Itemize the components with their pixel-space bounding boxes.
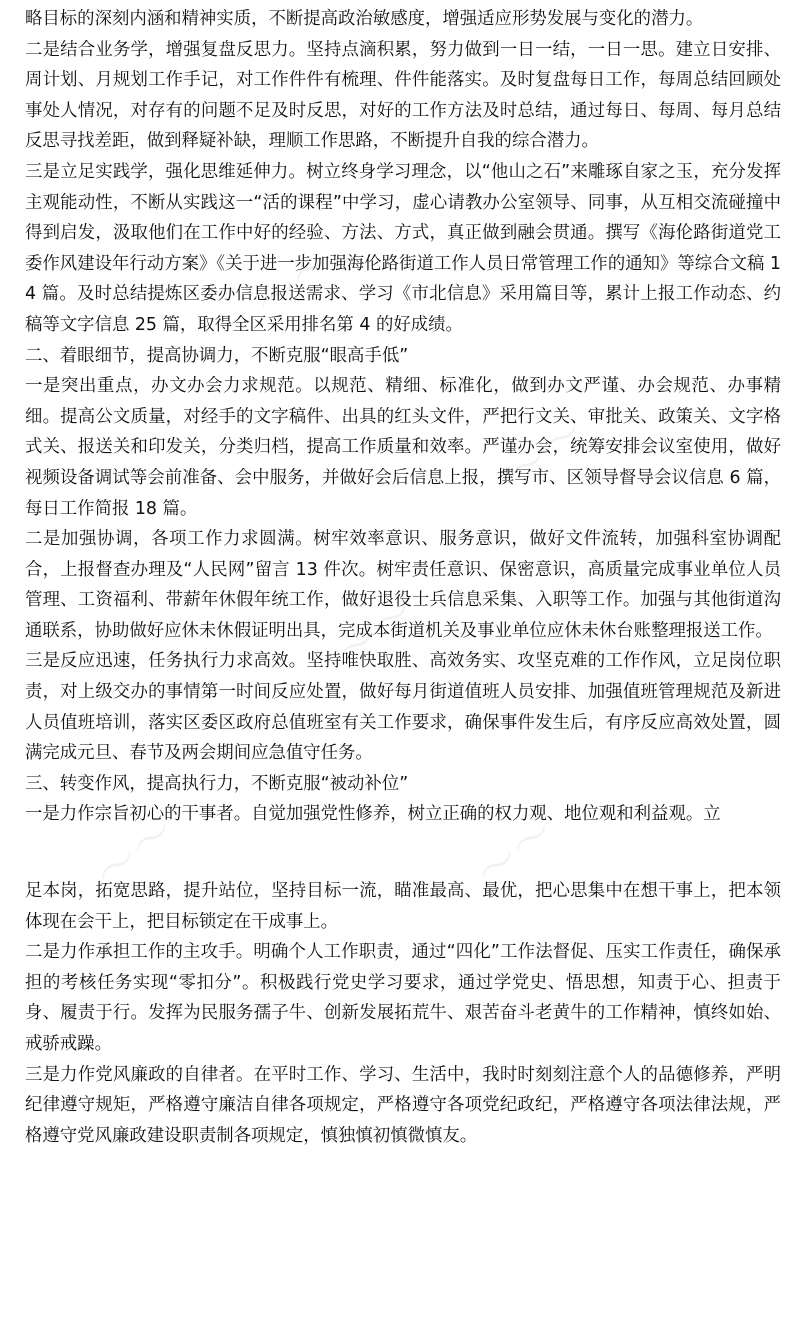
paragraph: 三是力作党风廉政的自律者。在平时工作、学习、生活中，我时时刻刻注意个人的品德修养，严明纪律遵守规矩，严格遵守廉洁自律各项规定，严格遵守各项党纪政纪，严格遵守各项法律法规，严格遵守党风廉政建设职责制各项规定，慎独慎初慎微慎友。 xyxy=(25,1064,781,1146)
paragraph: 略目标的深刻内涵和精神实质，不断提高政治敏感度，增强适应形势发展与变化的潜力。 xyxy=(25,9,704,29)
paragraph: 二是力作承担工作的主攻手。明确个人工作职责，通过“四化”工作法督促、压实工作责任，确保承担的考核任务实现“零扣分”。积极践行党史学习要求，通过学党史、悟思想，知责于心、担责于身、履责于行。发挥为民服务孺子牛、创新发展拓荒牛、艰苦奋斗老黄牛的工作精神，慎终如始、戒骄戒躁。 xyxy=(25,942,781,1054)
paragraph: 一是力作宗旨初心的干事者。自觉加强党性修养，树立正确的权力观、地位观和利益观。立 xyxy=(25,804,721,825)
document-page-bottom xyxy=(25,876,781,1151)
paragraph: 一是突出重点，办文办会力求规范。以规范、精细、标准化，做到办文严谨、办会规范、办事精细。提高公文质量，对经手的文字稿件、出具的红头文件，严把行文关、审批关、政策关、文字格式关、报送关和印发关，分类归档，提高工作质量和效率。严谨办会，统筹安排会议室使用，做好视频设备调试等会前准备、会中服务，并做好会后信息上报，撰写市、区领导督导会议信息 6 篇，每日工作简报 18 篇。 xyxy=(25,376,781,519)
paragraph: 二是加强协调，各项工作力求圆满。树牢效率意识、服务意识，做好文件流转，加强科室协调配合，上报督查办理及“人民网”留言 13 件次。树牢责任意识、保密意识，高质量完成事业单位人员管理、工资福利、带薪年休假年统工作，做好退役士兵信息采集、入职等工作。加强与其他街道沟通联系，协助做好应休未休假证明出具，完成本街道机关及事业单位应休未休台账整理报送工作。 xyxy=(25,529,781,641)
paragraph: 三是反应迅速，任务执行力求高效。坚持唯快取胜、高效务实、攻坚克难的工作作风，立足岗位职责，对上级交办的事情第一时间反应处置，做好每月街道值班人员安排、加强值班管理规范及新进人员值班培训，落实区委区政府总值班室有关工作要求，确保事件发生后，有序反应高效处置，圆满完成元旦、春节及两会期间应急值守任务。 xyxy=(25,651,781,764)
section-heading: 三、转变作风，提高执行力，不断克服“被动补位” xyxy=(25,773,409,794)
watermark: 〜〜 xyxy=(325,585,426,679)
section-heading: 二、着眼细节，提高协调力，不断克服“眼高手低” xyxy=(25,345,409,366)
paragraph: 足本岗，拓宽思路，提升站位，坚持目标一流，瞄准最高、最优，把心思集中在想干事上，把本领体现在会干上，把目标锁定在干成事上。 xyxy=(25,881,781,932)
paragraph: 三是立足实践学，强化思维延伸力。树立终身学习理念，以“他山之石”来雕琢自家之玉，充分发挥主观能动性，不断从实践这一“活的课程”中学习，虚心请教办公室领导、同事，从互相交流碰撞中得到启发，汲取他们在工作中好的经验、方法、方式，真正做到融会贯通。撰写《海伦路街道党工委作风建设年行动方案》《关于进一步加强海伦路街道工作人员日常管理工作的通知》等综合文稿 14 篇。及时总结提炼区委办信息报送需求、学习《市北信息》采用篇目等，累计上报工作动态、约稿等文字信息 25 篇，取得全区采用排名第 4 的好成绩。 xyxy=(25,161,781,335)
document-page-top xyxy=(25,4,781,830)
watermark: 〜〜 xyxy=(495,405,596,499)
watermark: 〜〜 xyxy=(465,805,566,899)
paragraph: 二是结合业务学，增强复盘反思力。坚持点滴积累，努力做到一日一结，一日一思。建立日安排、周计划、月规划工作手记，对工作件件有梳理、件件能落实。及时复盘每日工作，每周总结回顾处事处人情况，对存有的问题不足及时反思，对好的工作方法及时总结，通过每日、每周、每月总结反思寻找差距，做到释疑补缺，理顺工作思路，不断提升自我的综合潜力。 xyxy=(25,39,781,152)
watermark: 〜〜 xyxy=(85,805,186,899)
watermark: 〜〜 xyxy=(245,235,346,329)
